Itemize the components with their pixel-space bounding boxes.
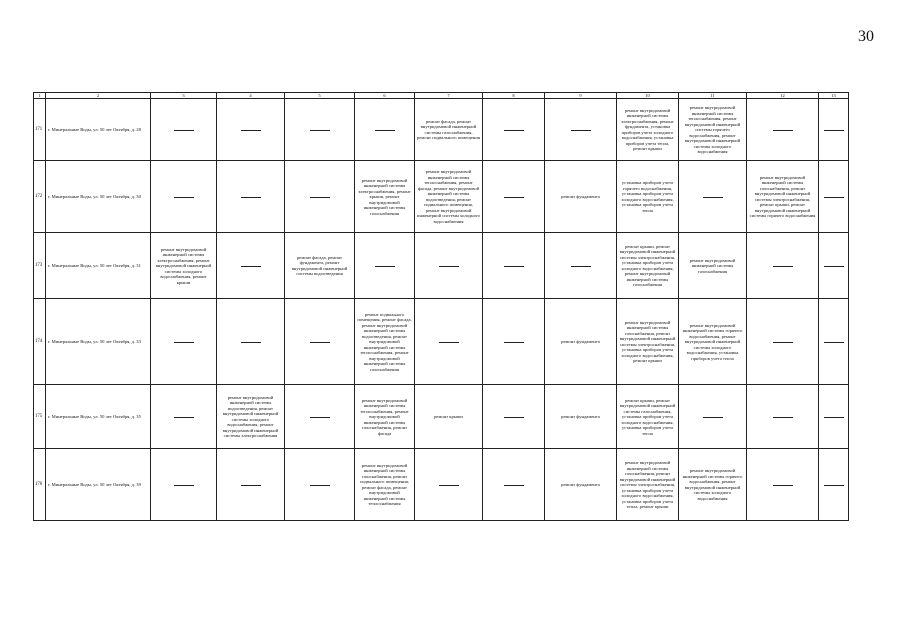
dash-mark — [824, 417, 844, 418]
dash-mark — [773, 417, 793, 418]
work-cell — [415, 385, 483, 449]
dash-mark — [310, 417, 330, 418]
empty-cell — [483, 99, 545, 161]
work-description: ремонт внутридомовой инженерной системы горячего водоснабжения, ремонт внутридомовой инженерной системы холодного водоснабжения — [682, 468, 743, 501]
work-description: ремонт крыши, ремонт внутридомовой инженерной системы электроснабжения, установка приборов учета холодного водоснабжения, ремонт внутридомовой инженерной системы газоснабжения — [619, 243, 676, 288]
column-number: 12 — [747, 93, 819, 99]
work-cell — [217, 385, 285, 449]
column-number: 3 — [151, 93, 217, 99]
work-cell — [285, 233, 355, 299]
work-cell — [617, 233, 679, 299]
dash-mark — [310, 130, 330, 131]
column-number: 11 — [679, 93, 747, 99]
column-number: 1 — [34, 93, 46, 99]
address-cell: г. Минеральные Воды, ул. 50 лет Октября, д. 28 — [46, 99, 151, 161]
dash-mark — [241, 266, 261, 267]
empty-cell — [151, 449, 217, 521]
dash-mark — [824, 130, 844, 131]
work-cell — [415, 99, 483, 161]
empty-cell — [151, 161, 217, 233]
empty-cell — [819, 161, 849, 233]
empty-cell — [483, 299, 545, 385]
work-description: ремонт внутридомовой инженерной системы газоснабжения, ремонт внутридомовой инженерной системы электроснабжения, ремонт крыши, ремонт внутридомовой инженерной системы горячего водоснабжения — [749, 174, 816, 219]
column-number: 9 — [545, 93, 617, 99]
dash-mark — [375, 130, 395, 131]
work-description: ремонт внутридомовой инженерной системы горячего водоснабжения, ремонт внутридомовой инженерной системы холодного водоснабжения, установка приборов учета тепла — [682, 322, 743, 361]
table-row — [34, 161, 849, 233]
work-description: ремонт внутридомовой инженерной системы газоснабжения, ремонт внутридомовой инженерной системы электроснабжения, установка приборов учета холодного водоснабжения, установка приборов учета тепла, ремонт крыши — [619, 460, 676, 510]
row-number: 175 — [34, 385, 46, 449]
work-description: ремонт внутридомовой инженерной системы водоотведения, ремонт внутридомовой инженерной системы холодного водоснабжения, ремонт внутридомовой инженерной системы электроснабжения — [222, 394, 279, 439]
row-number: 174 — [34, 299, 46, 385]
dash-mark — [824, 485, 844, 486]
empty-cell — [819, 99, 849, 161]
work-cell — [151, 233, 217, 299]
dash-mark — [773, 266, 793, 267]
work-cell — [617, 299, 679, 385]
dash-mark — [504, 342, 524, 343]
empty-cell — [217, 99, 285, 161]
work-description: ремонт фундамента — [561, 194, 600, 200]
dash-mark — [439, 266, 459, 267]
work-description: ремонт фасада, ремонт фундамента, ремонт внутридомовой инженерной системы водоотведения — [291, 254, 348, 277]
empty-cell — [747, 233, 819, 299]
work-description: ремонт крыши, ремонт внутридомовой инженерной системы газоснабжения, установка приборов учета холодного водоснабжения, установка приборов учета тепла — [619, 397, 676, 436]
dash-mark — [504, 130, 524, 131]
dash-mark — [174, 130, 194, 131]
work-cell — [679, 449, 747, 521]
empty-cell — [285, 299, 355, 385]
work-cell — [545, 385, 617, 449]
work-cell — [415, 161, 483, 233]
work-cell — [617, 99, 679, 161]
column-number: 4 — [217, 93, 285, 99]
empty-cell — [545, 99, 617, 161]
dash-mark — [824, 197, 844, 198]
row-number: 176 — [34, 449, 46, 521]
empty-cell — [355, 233, 415, 299]
work-description: ремонт фундамента — [561, 414, 600, 420]
work-description: ремонт внутридомовой инженерной системы газоснабжения, ремонт подвального помещения, ремонт фасада, ремонт внутридомовой инженерной системы теплоснабжения — [360, 462, 409, 507]
empty-cell — [217, 161, 285, 233]
empty-cell — [151, 299, 217, 385]
dash-mark — [703, 417, 723, 418]
column-number: 5 — [285, 93, 355, 99]
empty-cell — [285, 449, 355, 521]
work-cell — [355, 161, 415, 233]
table-body — [34, 93, 849, 521]
work-cell — [679, 99, 747, 161]
dash-mark — [773, 130, 793, 131]
work-description: ремонт внутридомовой инженерной системы теплоснабжения, ремонт внутридомовой инженерной системы газоснабжения, ремонт фасада — [360, 397, 409, 436]
dash-mark — [773, 342, 793, 343]
work-description: ремонт фасада, ремонт внутридомовой инженерной системы газоснабжения, ремонт подвального помещения — [417, 118, 480, 141]
column-number: 2 — [46, 93, 151, 99]
table-row — [34, 99, 849, 161]
empty-cell — [285, 99, 355, 161]
column-number: 6 — [355, 93, 415, 99]
dash-mark — [241, 130, 261, 131]
empty-cell — [285, 161, 355, 233]
work-description: установка приборов учета горячего водоснабжения, установка приборов учета холодного водоснабжения, установка приборов учета тепла — [621, 180, 674, 213]
dash-mark — [174, 485, 194, 486]
row-number: 173 — [34, 233, 46, 299]
dash-mark — [571, 130, 591, 131]
work-cell — [679, 233, 747, 299]
column-number: 13 — [819, 93, 849, 99]
empty-cell — [679, 161, 747, 233]
address-cell: г. Минеральные Воды, ул. 50 лет Октября, д. 33 — [46, 299, 151, 385]
dash-mark — [824, 342, 844, 343]
work-cell — [545, 299, 617, 385]
empty-cell — [217, 299, 285, 385]
empty-cell — [747, 385, 819, 449]
empty-cell — [819, 299, 849, 385]
dash-mark — [504, 485, 524, 486]
dash-mark — [174, 197, 194, 198]
dash-mark — [824, 266, 844, 267]
work-description: ремонт внутридомовой инженерной системы теплоснабжения, ремонт внутридомовой инженерной системы горячего водоснабжения, ремонт внутридомовой инженерной системы холодного водоснабжения — [684, 105, 741, 155]
dash-mark — [439, 342, 459, 343]
address-cell: г. Минеральные Воды, ул. 50 лет Октября, д. 35 — [46, 385, 151, 449]
empty-cell — [415, 299, 483, 385]
column-number: 7 — [415, 93, 483, 99]
empty-cell — [819, 449, 849, 521]
empty-cell — [415, 233, 483, 299]
dash-mark — [310, 197, 330, 198]
work-description: ремонт фундамента — [561, 482, 600, 488]
work-description: ремонт внутридомовой инженерной системы теплоснабжения, ремонт фасада, ремонт внутридомовой инженерной системы водоотведения, ремонт подвального помещения, ремонт внутридомовой инженерной системы холодного водоснабжения — [417, 169, 480, 224]
table-row — [34, 449, 849, 521]
dash-mark — [310, 485, 330, 486]
dash-mark — [504, 266, 524, 267]
dash-mark — [241, 485, 261, 486]
empty-cell — [747, 99, 819, 161]
page-number: 30 — [858, 28, 874, 45]
work-cell — [545, 161, 617, 233]
column-number: 10 — [617, 93, 679, 99]
row-number: 171 — [34, 99, 46, 161]
dash-mark — [703, 197, 723, 198]
work-cell — [617, 161, 679, 233]
empty-cell — [483, 161, 545, 233]
empty-cell — [679, 385, 747, 449]
column-number: 8 — [483, 93, 545, 99]
row-number: 172 — [34, 161, 46, 233]
empty-cell — [285, 385, 355, 449]
address-cell: г. Минеральные Воды, ул. 50 лет Октября, д. 31 — [46, 233, 151, 299]
empty-cell — [545, 233, 617, 299]
dash-mark — [504, 197, 524, 198]
empty-cell — [819, 233, 849, 299]
empty-cell — [355, 99, 415, 161]
work-cell — [617, 449, 679, 521]
work-description: ремонт внутридомовой инженерной системы газоснабжения, ремонт внутридомовой инженерной системы электроснабжения, установка приборов учета холодного водоснабжения, ремонт крыши — [619, 319, 676, 364]
work-description: ремонт внутридомовой инженерной системы электроснабжения, ремонт внутридомовой инженерной системы холодного водоснабжения, ремонт крыши — [155, 246, 212, 285]
dash-mark — [375, 266, 395, 267]
table-row — [34, 299, 849, 385]
empty-cell — [483, 449, 545, 521]
dash-mark — [174, 342, 194, 343]
empty-cell — [819, 385, 849, 449]
dash-mark — [773, 485, 793, 486]
empty-cell — [483, 233, 545, 299]
work-description: ремонт крыши — [434, 414, 463, 420]
dash-mark — [241, 342, 261, 343]
work-description: ремонт внутридомовой инженерной системы электроснабжения, ремонт крыши, ремонт внутридомовой инженерной системы газоснабжения — [358, 177, 411, 216]
empty-cell — [217, 449, 285, 521]
empty-cell — [747, 449, 819, 521]
work-description: ремонт внутридомовой инженерной системы электроснабжения, ремонт фундамента, установка приборов учета холодного водоснабжения, установка приборов учета тепла, ремонт крыши — [621, 107, 674, 152]
dash-mark — [439, 485, 459, 486]
work-description: ремонт внутридомовой инженерной системы газоснабжения — [689, 257, 736, 274]
dash-mark — [504, 417, 524, 418]
table-row — [34, 233, 849, 299]
work-cell — [747, 161, 819, 233]
empty-cell — [217, 233, 285, 299]
work-cell — [355, 449, 415, 521]
work-cell — [355, 385, 415, 449]
address-cell: г. Минеральные Воды, ул. 50 лет Октября, д. 39 — [46, 449, 151, 521]
dash-mark — [571, 266, 591, 267]
dash-mark — [310, 342, 330, 343]
empty-cell — [151, 385, 217, 449]
dash-mark — [241, 197, 261, 198]
empty-cell — [747, 299, 819, 385]
work-cell — [679, 299, 747, 385]
dash-mark — [174, 417, 194, 418]
repair-schedule-table — [33, 92, 849, 521]
empty-cell — [483, 385, 545, 449]
work-cell — [355, 299, 415, 385]
address-cell: г. Минеральные Воды, ул. 50 лет Октября, д. 30 — [46, 161, 151, 233]
work-cell — [545, 449, 617, 521]
empty-cell — [151, 99, 217, 161]
work-description: ремонт подвального помещения, ремонт фасада, ремонт внутридомовой инженерной системы водоотведения, ремонт внутридомовой инженерной системы теплоснабжения, ремонт внутридомовой инженерной системы газоснабжения — [357, 311, 412, 372]
work-cell — [617, 385, 679, 449]
empty-cell — [415, 449, 483, 521]
work-description: ремонт фундамента — [561, 339, 600, 345]
table-row — [34, 385, 849, 449]
